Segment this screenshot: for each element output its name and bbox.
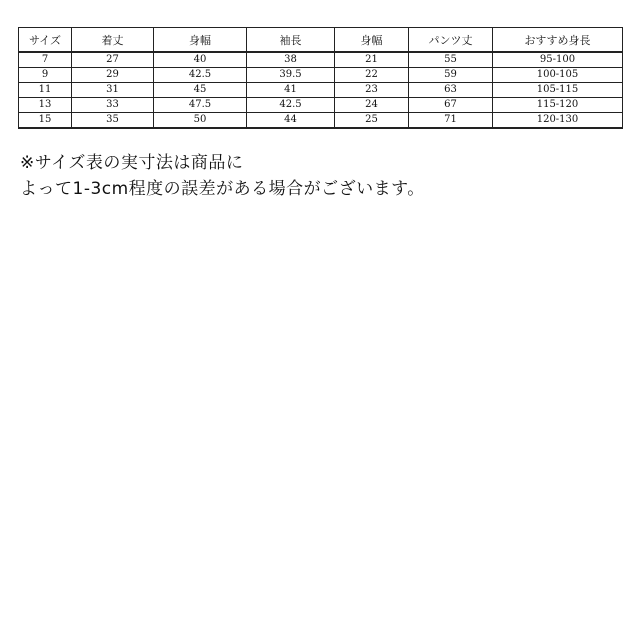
table-row (19, 113, 623, 129)
header-pants-length: パンツ丈 (409, 28, 493, 53)
table-cell: 42.5 (154, 68, 247, 83)
table-cell: 31 (72, 83, 154, 98)
table-cell: 44 (247, 113, 335, 129)
table-cell: 22 (335, 68, 409, 83)
table-cell: 41 (247, 83, 335, 98)
table-cell: 115-120 (493, 98, 623, 113)
header-row (19, 28, 623, 53)
table-row (19, 98, 623, 113)
table-cell: 39.5 (247, 68, 335, 83)
table-row (19, 52, 623, 68)
size-table (18, 27, 623, 129)
size-note (20, 150, 425, 202)
table-cell: 38 (247, 52, 335, 68)
header-body-width: 身幅 (154, 28, 247, 53)
table-cell: 25 (335, 113, 409, 129)
table-row (19, 68, 623, 83)
table-cell: 29 (72, 68, 154, 83)
size-table-header (19, 28, 623, 53)
table-cell: 15 (19, 113, 72, 129)
table-cell: 120-130 (493, 113, 623, 129)
table-cell: 47.5 (154, 98, 247, 113)
header-pants-width: 身幅 (335, 28, 409, 53)
table-cell: 40 (154, 52, 247, 68)
table-cell: 50 (154, 113, 247, 129)
table-cell: 59 (409, 68, 493, 83)
table-cell: 71 (409, 113, 493, 129)
header-size: サイズ (19, 28, 72, 53)
header-sleeve-length: 袖長 (247, 28, 335, 53)
table-cell: 45 (154, 83, 247, 98)
size-note-line-1: ※サイズ表の実寸法は商品に (20, 153, 244, 173)
table-cell: 55 (409, 52, 493, 68)
table-cell: 21 (335, 52, 409, 68)
table-cell: 100-105 (493, 68, 623, 83)
table-cell: 9 (19, 68, 72, 83)
table-cell: 24 (335, 98, 409, 113)
table-cell: 33 (72, 98, 154, 113)
size-note-line-2: よって1-3cm程度の誤差がある場合がございます。 (20, 179, 425, 199)
table-cell: 7 (19, 52, 72, 68)
table-cell: 11 (19, 83, 72, 98)
table-cell: 67 (409, 98, 493, 113)
table-cell: 23 (335, 83, 409, 98)
header-length: 着丈 (72, 28, 154, 53)
table-row (19, 83, 623, 98)
table-cell: 35 (72, 113, 154, 129)
table-cell: 63 (409, 83, 493, 98)
size-table-body (19, 52, 623, 128)
table-cell: 13 (19, 98, 72, 113)
table-cell: 95-100 (493, 52, 623, 68)
header-recommended-height: おすすめ身長 (493, 28, 623, 53)
table-cell: 27 (72, 52, 154, 68)
table-cell: 42.5 (247, 98, 335, 113)
table-cell: 105-115 (493, 83, 623, 98)
